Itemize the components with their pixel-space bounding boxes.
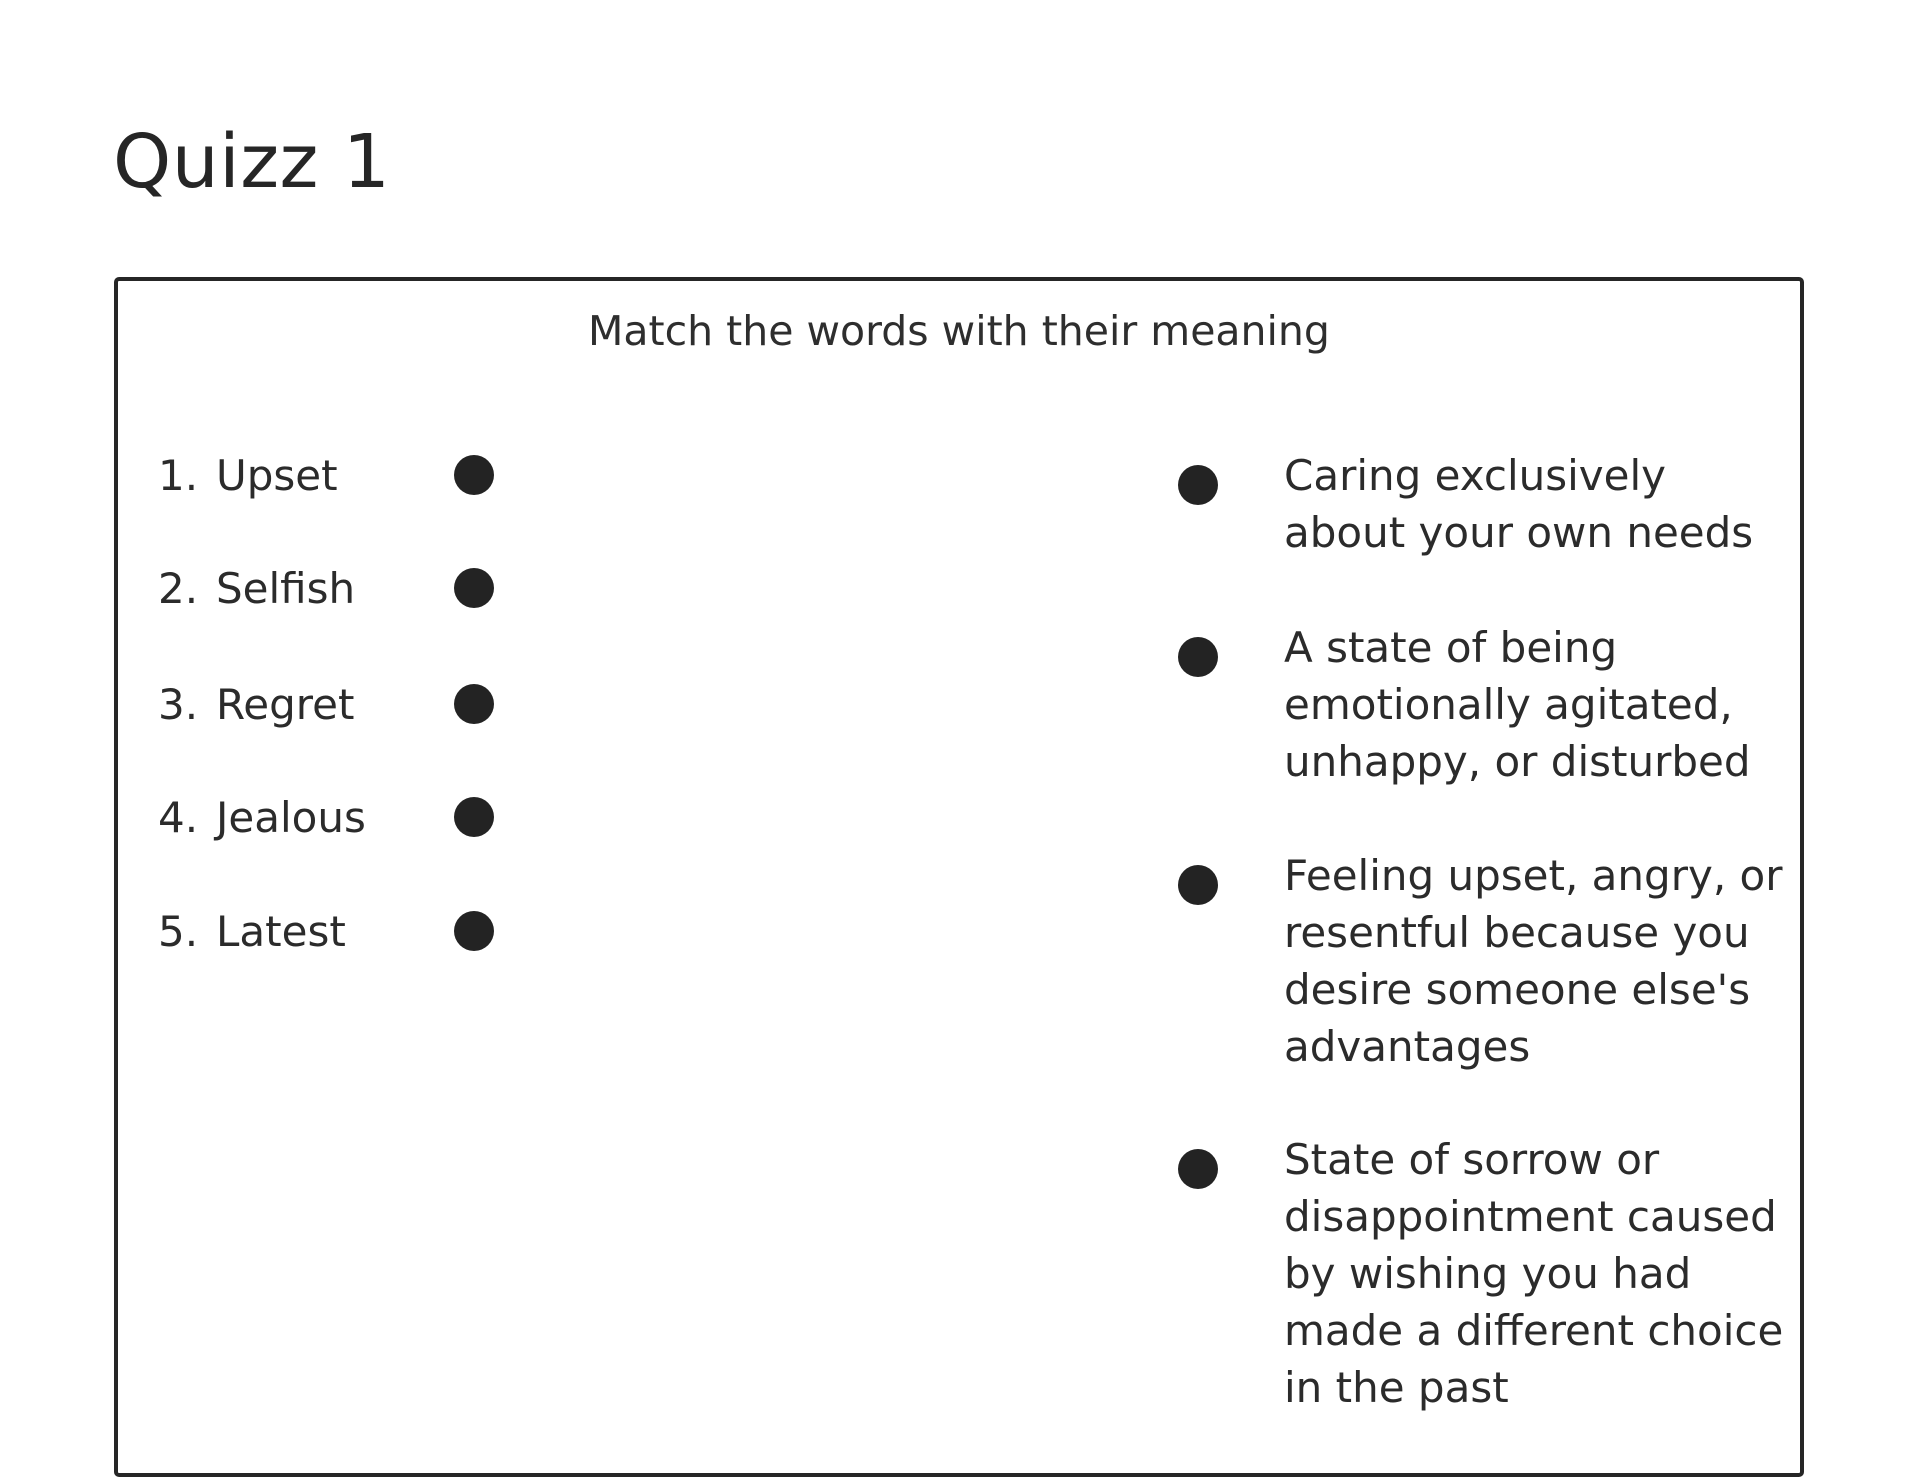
word-item-jealous [158, 787, 478, 847]
meaning-connector-dot[interactable] [1178, 1149, 1218, 1189]
word-label: Selfish [216, 563, 356, 613]
word-connector-dot[interactable] [454, 911, 494, 951]
quiz-instruction: Match the words with their meaning [588, 307, 1330, 355]
meaning-text: Caring exclusively about your own needs [1284, 451, 1754, 557]
word-connector-dot[interactable] [454, 797, 494, 837]
word-number: 4. [158, 792, 199, 842]
word-item-upset [158, 445, 478, 505]
meaning-text: Feeling upset, angry, or resentful because you desire someone else's advantages [1284, 851, 1783, 1071]
word-item-latest [158, 901, 478, 961]
meaning-connector-dot[interactable] [1178, 637, 1218, 677]
quiz-panel [114, 277, 1804, 1477]
meaning-connector-dot[interactable] [1178, 465, 1218, 505]
page-title: Quizz 1 [113, 119, 391, 205]
word-item-regret [158, 674, 478, 734]
word-number: 3. [158, 679, 199, 729]
word-label: Regret [216, 679, 355, 729]
meaning-text: A state of being emotionally agitated, unhappy, or disturbed [1284, 623, 1751, 786]
word-number: 1. [158, 450, 199, 500]
word-connector-dot[interactable] [454, 568, 494, 608]
word-item-selfish [158, 558, 478, 618]
meaning-text: State of sorrow or disappointment caused by wishing you had made a different choice in the past [1284, 1135, 1784, 1412]
word-number: 5. [158, 906, 199, 956]
word-connector-dot[interactable] [454, 684, 494, 724]
meaning-connector-dot[interactable] [1178, 865, 1218, 905]
word-label: Upset [216, 450, 338, 500]
word-number: 2. [158, 563, 199, 613]
word-connector-dot[interactable] [454, 455, 494, 495]
word-label: Latest [216, 906, 346, 956]
word-label: Jealous [216, 792, 366, 842]
